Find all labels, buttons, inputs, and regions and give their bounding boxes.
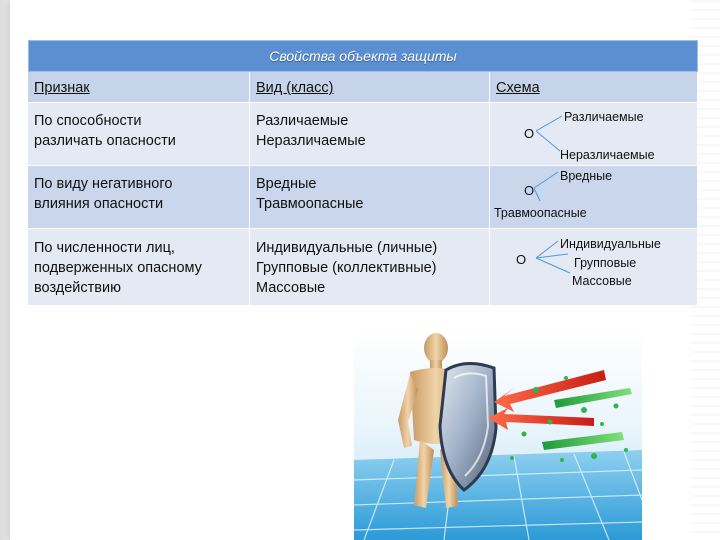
shield-protection-illustration: [354, 330, 642, 540]
kind-cell: Вредные Травмоопасные: [250, 166, 490, 228]
scheme-cell: [490, 229, 698, 305]
scheme-branch: Вредные: [560, 169, 613, 183]
scheme-root: О: [524, 126, 535, 141]
scheme-root: О: [524, 183, 535, 198]
scheme-branch: Массовые: [572, 274, 632, 288]
table-row: [28, 229, 698, 306]
scheme-branch: Различаемые: [564, 110, 644, 124]
scheme-root: О: [516, 252, 527, 267]
table-header-row: [28, 72, 698, 103]
header-kind: Вид (класс): [250, 72, 490, 102]
header-scheme: Схема: [490, 72, 698, 102]
scheme-branch: Неразличаемые: [560, 148, 655, 162]
properties-table: [28, 40, 698, 306]
shield-protection-figure-icon: [354, 330, 642, 540]
feature-cell: По численности лиц, подверженных опасному воздействию: [28, 229, 250, 305]
table-row: [28, 103, 698, 166]
scheme-cell: [490, 103, 698, 165]
scheme-branch: Индивидуальные: [560, 237, 661, 251]
kind-cell: Различаемые Неразличаемые: [250, 103, 490, 165]
scheme-branch: Групповые: [574, 256, 637, 270]
table-title: Свойства объекта защиты: [28, 40, 698, 72]
feature-cell: По виду негативного влияния опасности: [28, 166, 250, 228]
kind-cell: Индивидуальные (личные) Групповые (коллективные) Массовые: [250, 229, 490, 305]
scheme-cell: [490, 166, 698, 228]
table-row: [28, 166, 698, 229]
feature-cell: По способности различать опасности: [28, 103, 250, 165]
scheme-branch: Травмоопасные: [494, 206, 587, 220]
header-feature: Признак: [28, 72, 250, 102]
